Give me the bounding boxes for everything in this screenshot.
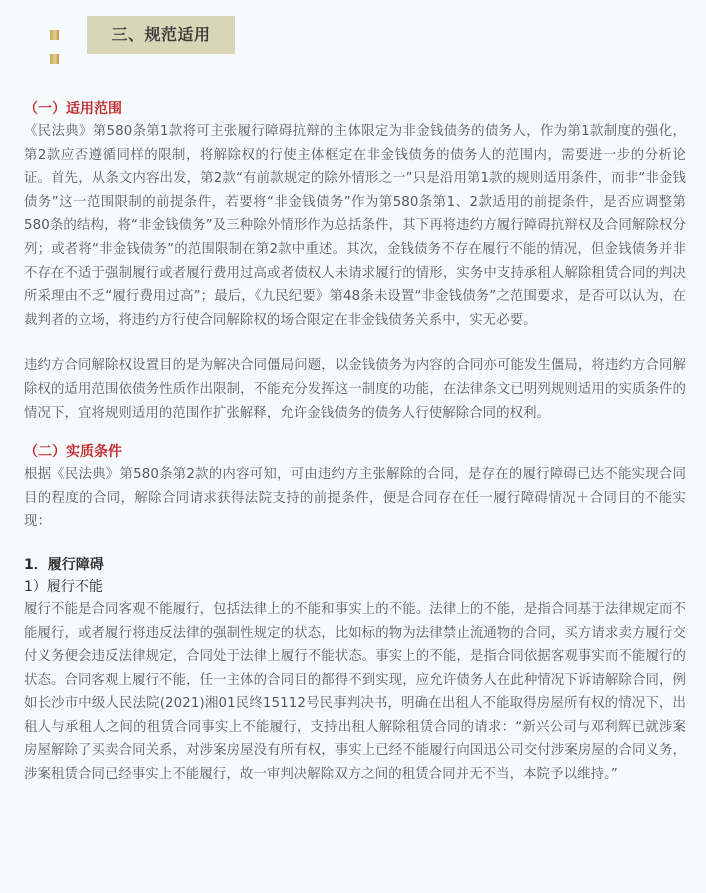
subsection-heading-scope: （一）适用范围: [24, 101, 122, 117]
spacer: [24, 425, 686, 441]
paragraph-impossibility: 履行不能是合同客观不能履行，包括法律上的不能和事实上的不能。法律上的不能，是指合同基于法律规定而不能履行，或者履行将违反法律的强制性规定的状态，比如标的物为法律禁止流通物的合同，买方请求卖方履行交付义务便会违反法律规定，合同处于法律上履行不能状态。事实上的不能，是指合同依据客观事实而不能履行的状态。合同客观上履行不能，任一主体的合同目的都得不到实现，应允许债务人在此种情况下诉请解除合同，例如长沙市中级人民法院(2021)湘01民终15112号民事判决书，明确在出租人不能取得房屋所有权的情况下，出租人与承租人之间的租赁合同事实上不能履行，支持出租人解除租赁合同的请求：“新兴公司与邓利辉已就涉案房屋解除了买卖合同关系，对涉案房屋没有所有权，事实上已经不能履行向国迅公司交付涉案房屋的合同义务，涉案租赁合同已经事实上不能履行，故一审判决解除双方之间的租赁合同并无不当，本院予以维持。”: [24, 601, 686, 783]
paragraph-scope-1: 《民法典》第580条第1款将可主张履行障碍抗辩的主体限定为非金钱债务的债务人，作为第1款制度的强化，第2款应否遵循同样的限制，将解除权的行使主体框定在非金钱债务的债务人的范围内，需要进一步的分析论证。首先，从条文内容出发，第2款“有前款规定的除外情形之一”只是沿用第1款的规则适用条件，而非“非金钱债务”这一范围限制的前提条件，若要将“非金钱债务”作为第580条第1、2款适用的前提条件，是否应调整第580条的结构，将“非金钱债务”及三种除外情形作为总括条件，其下再将违约方履行障碍抗辩权及合同解除权分列；或者将“非金钱债务”的范围限制在第2款中重述。其次，金钱债务不存在履行不能的情况，但金钱债务并非不存在不适于强制履行或者履行费用过高或者债权人未请求履行的情形，实务中支持承租人解除租赁合同的判决所采理由不乏“履行费用过高”；最后，《九民纪要》第48条未设置“非金钱债务”之范围要求，是否可以认为，在裁判者的立场，将违约方行使合同解除权的场合限定在非金钱债务关系中，实无必要。: [24, 124, 686, 328]
section-title: 三、规范适用: [87, 16, 235, 54]
subsection-heading-conditions: （二）实质条件: [24, 444, 122, 461]
spacer: [24, 332, 686, 354]
spacer: [24, 534, 686, 554]
header-markers: [50, 30, 60, 78]
paragraph-scope-2: 违约方合同解除权设置目的是为解决合同僵局问题，以金钱债务为内容的合同亦可能发生僵局，将违约方合同解除权的适用范围依债务性质作出限制，不能充分发挥这一制度的功能，在法律条文已明列规则适用的实质条件的情况下，宜将规则适用的范围作扩张解释，允许金钱债务的债务人行使解除合同的权利。: [24, 358, 686, 421]
article-body: [24, 98, 686, 787]
heading-impossibility: 1）履行不能: [24, 578, 103, 595]
header-marker-top: [50, 30, 59, 40]
heading-performance-obstacle: 1．履行障碍: [24, 556, 104, 573]
paragraph-conditions: 根据《民法典》第580条第2款的内容可知，可由违约方主张解除的合同，是存在的履行障碍已达不能实现合同目的程度的合同，解除合同请求获得法院支持的前提条件，便是合同存在任一履行障碍情况＋合同目的不能实现：: [24, 467, 686, 530]
header-marker-bottom: [50, 54, 59, 64]
